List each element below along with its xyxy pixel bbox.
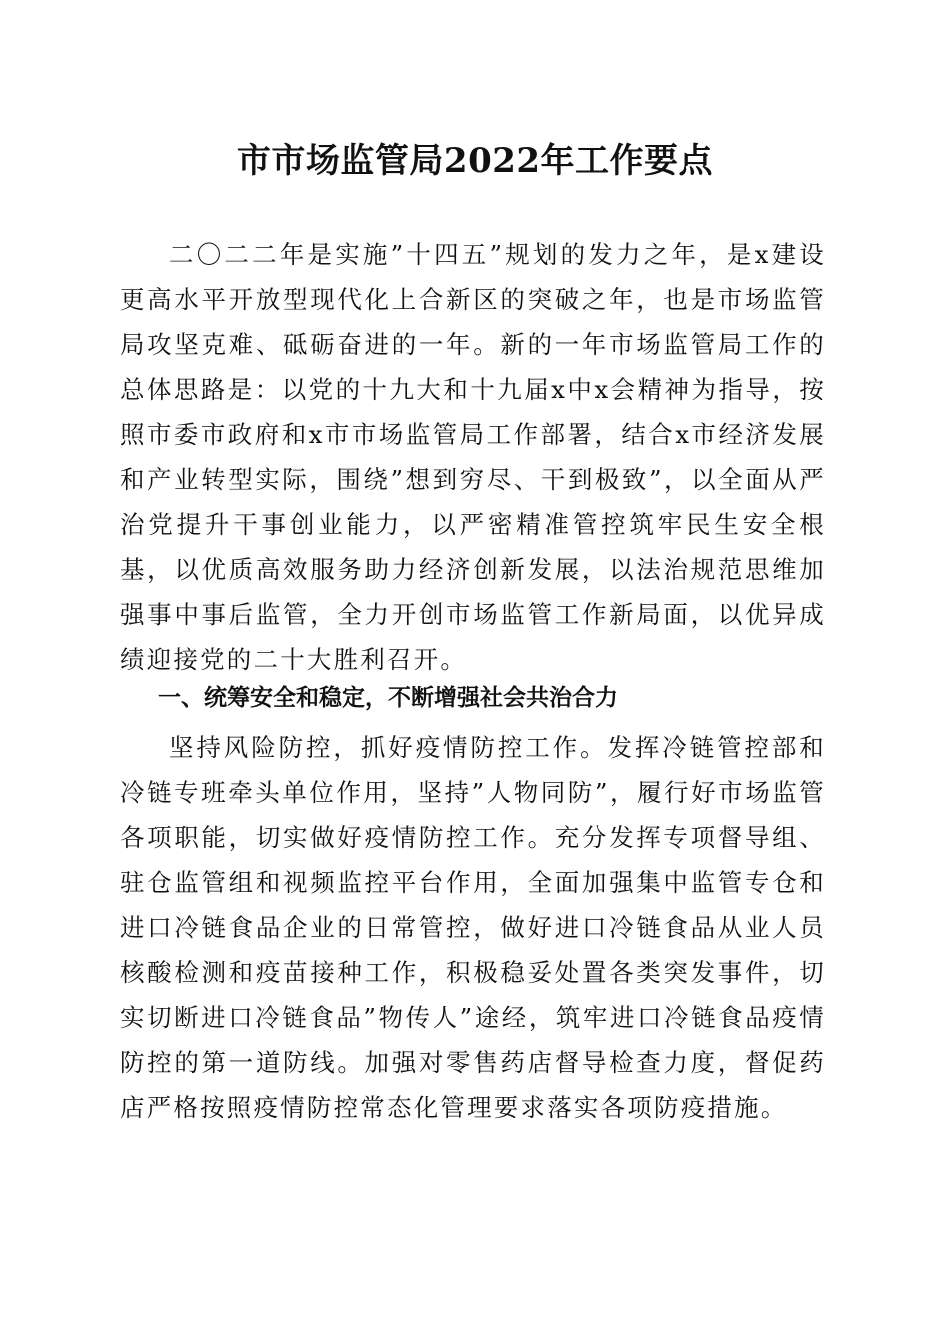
section-heading: 一、统筹安全和稳定，不断增强社会共治合力 <box>158 685 618 711</box>
section-paragraph: 坚持风险防控，抓好疫情防控工作。发挥冷链管控部和冷链专班牵头单位作用，坚持”人物同防”，履行好市场监管各项职能，切实做好疫情防控工作。充分发挥专项督导组、驻仓监管组和视频监控平台作用，全面加强集中监管专仓和进口冷链食品企业的日常管控，做好进口冷链食品从业人员核酸检测和疫苗接种工作，积极稳妥处置各类突发事件，切实切断进口冷链食品”物传人”途经，筑牢进口冷链食品疫情防控的第一道防线。加强对零售药店督导检查力度，督促药店严格按照疫情防控常态化管理要求落实各项防疫措施。 <box>120 733 826 1122</box>
intro-paragraph: 二〇二二年是实施”十四五”规划的发力之年，是x建设更高水平开放型现代化上合新区的突破之年，也是市场监管局攻坚克难、砥砺奋进的一年。新的一年市场监管局工作的总体思路是：以党的十九大和十九届x中x会精神为指导，按照市委市政府和x市市场监管局工作部署，结合x市经济发展和产业转型实际，围绕”想到穷尽、干到极致”，以全面从严治党提升干事创业能力，以严密精准管控筑牢民生安全根基，以优质高效服务助力经济创新发展，以法治规范思维加强事中事后监管，全力开创市场监管工作新局面，以优异成绩迎接党的二十大胜利召开。 <box>120 240 826 674</box>
document-title: 市市场监管局2022年工作要点 <box>236 141 714 181</box>
